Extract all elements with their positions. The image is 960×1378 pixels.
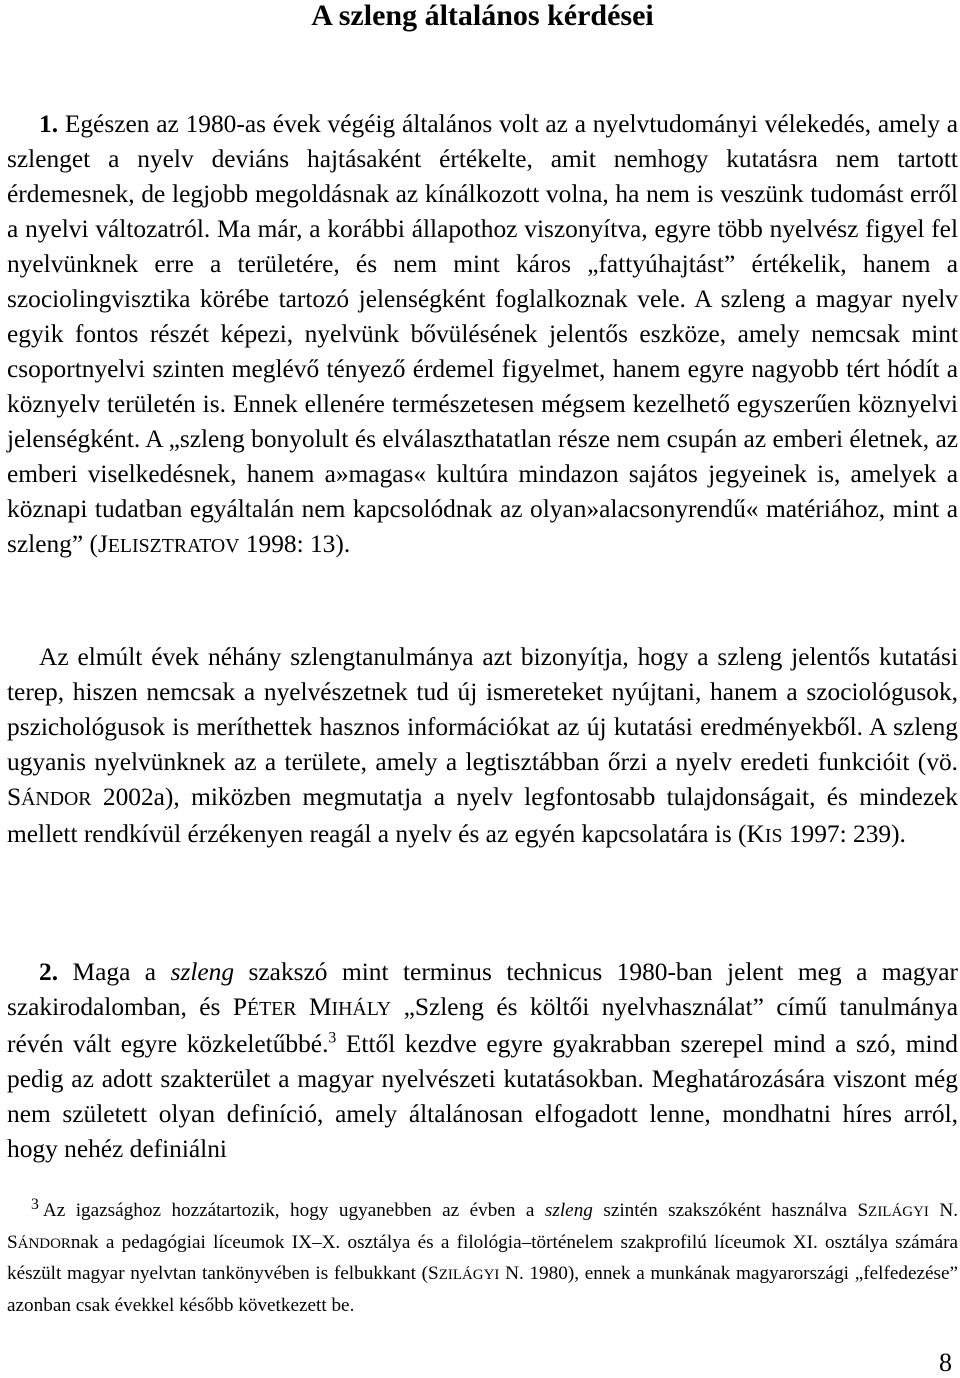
author-peter-mihaly: PÉTER MIHÁLY: [232, 993, 392, 1021]
footnote-mark: 3: [31, 1196, 39, 1213]
footnote-3: [7, 1190, 958, 1320]
chapter-title: A szleng általános kérdései: [311, 0, 654, 32]
section-number-1: 1.: [39, 110, 59, 138]
footnote-term: szleng: [544, 1200, 593, 1222]
footnote-text-5: N. 1980), ennek a munkának magyarországi „felfedezése” azonban csak évekkel később következett be.: [7, 1263, 959, 1316]
footnote-author-szilagyi: SZILÁGYI: [857, 1200, 929, 1222]
footnote-text-2: szintén szakszóként használva: [592, 1200, 858, 1222]
footnote-text: Az igazsághoz hozzátartozik, hogy ugyanebben az évben a: [42, 1200, 545, 1222]
section-number-2: 2.: [39, 958, 59, 986]
paragraph-2: [7, 640, 958, 854]
paragraph-3-text: Maga a: [58, 958, 171, 986]
paragraph-3: [7, 955, 958, 1167]
term-szleng: szleng: [170, 958, 235, 986]
paragraph-1-text-end: 1998: 13).: [239, 530, 351, 558]
paragraph-3-text-4: Ettől kezdve egyre gyakrabban szerepel mind a szó, mind pedig az adott szakterület a magyar nyelvészeti kutatásokban. Meghatározására viszont még nem született olyan definíció, amely általánosan elfogadott lenne, mondhatni híres arról, hogy nehéz definiálni: [7, 1030, 958, 1163]
paragraph-3-text-3: „Szleng és költői nyelvhasználat” című tanulmánya révén vált egyre közkeletűbbé.: [7, 993, 959, 1058]
author-jelisztratov: JELISZTRATOV: [97, 530, 240, 558]
footnote-reference[interactable]: 3: [328, 1029, 337, 1047]
page-number: 8: [939, 1348, 952, 1377]
paragraph-1: [7, 107, 958, 564]
paragraph-2-text: Az elmúlt évek néhány szlengtanulmánya azt bizonyítja, hogy a szleng jelentős kutatási terep, hiszen nemcsak a nyelvészetnek tud új ismereteket nyújtani, hanem a szociológusok, pszichológusok is meríthettek hasznos információkat az új kutatási eredményekből. A szleng ugyanis nyelvünknek az a területe, amely a legtisztábban őrzi a nyelv eredeti funkcióit (vö.: [7, 643, 958, 776]
footnote-text-4: nak a pedagógiai líceumok IX–X. osztálya és a filológia–történelem szakprofilú líceumok XI. osztálya számára készült magyar nyelvtan tankönyvében is felbukkant (: [7, 1231, 958, 1285]
footnote-author-sandor: SÁNDOR: [7, 1231, 71, 1253]
author-sandor: SÁNDOR: [7, 783, 92, 811]
author-kis: KIS: [746, 820, 783, 848]
paragraph-1-text: Egészen az 1980-as évek végéig általános volt az a nyelvtudományi vélekedés, amely a szlenget a nyelv deviáns hajtásaként értékelte, amit nemhogy kutatásra nem tartott érdemesnek, de legjobb megoldásnak az kínálkozott volna, ha nem is veszünk tudomást erről a nyelvi változatról. Ma már, a korábbi állapothoz viszonyítva, egyre több nyelvész figyel fel nyelvünknek erre a területére, és nem mint káros „fattyúhajtást” értékelik, hanem a szociolingvisztika körébe tartozó jelenségként foglalkoznak vele. A szleng a magyar nyelv egyik fontos részét képezi, nyelvünk bővülésének jelentős eszköze, amely nemcsak mint csoportnyelvi szinten meglévő tényező érdemel figyelmet, hanem egyre nagyobb tért hódít a köznyelv területén is. Ennek ellenére természetesen mégsem kezelhető egyszerűen köznyelvi jelenségként. A „szleng bonyolult és elválaszthatatlan része nem csupán az emberi életnek, az emberi viselkedésnek, hanem a»magas« kultúra mindazon sajátos jegyeinek is, amelyek a köznapi tudatban egyáltalán nem kapcsolódnak az olyan»alacsonyrendű« matériához, mint a szleng” (: [7, 110, 958, 558]
paragraph-2-text-end: 1997: 239).: [782, 820, 906, 848]
paragraph-3-text-2: szakszó mint terminus technicus 1980-ban jelent meg a magyar szakirodalomban, és: [7, 958, 959, 1021]
footnote-text-3: N.: [928, 1200, 958, 1222]
footnote-author-szilagyi-2: SZILÁGYI: [428, 1263, 500, 1285]
paragraph-2-text-mid: 2002a), miközben megmutatja a nyelv legfontosabb tulajdonságait, és mindezek mellett rendkívül érzékenyen reagál a nyelv és az egyén kapcsolatára is (: [7, 783, 958, 848]
